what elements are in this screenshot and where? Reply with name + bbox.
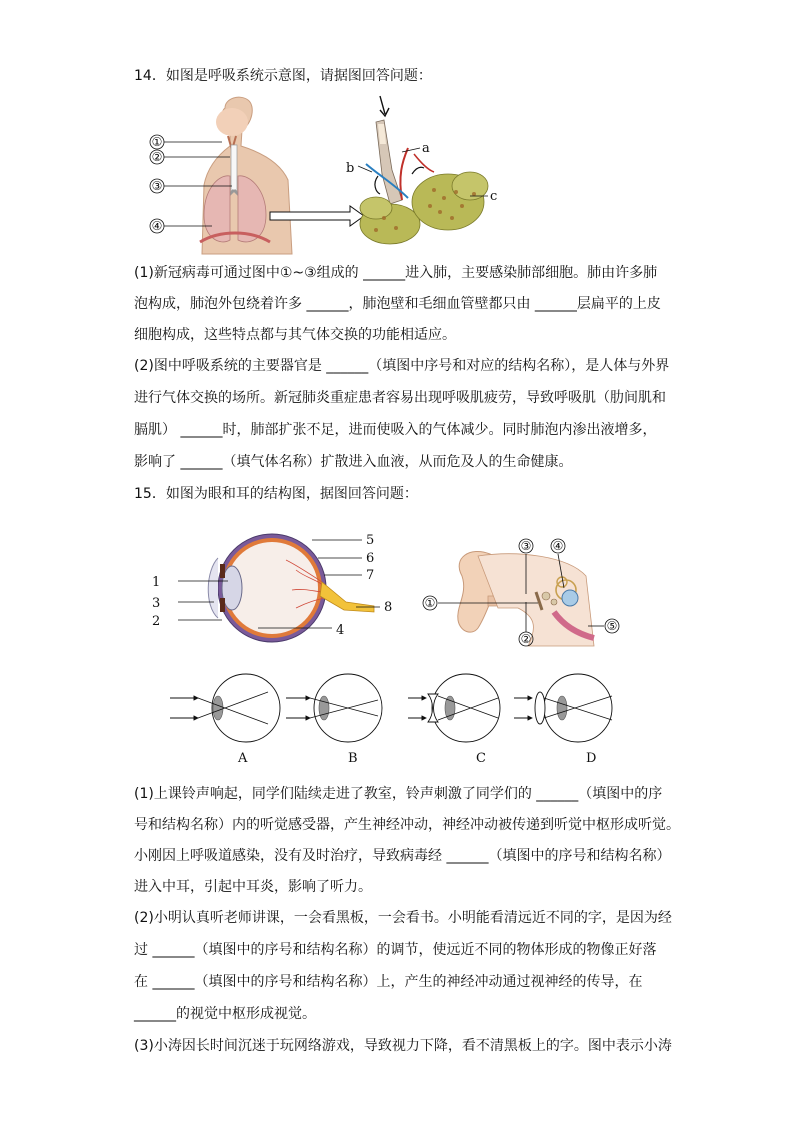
q15-line-5: (2)小明认真听老师讲课，一会看黑板，一会看书。小明能看清远近不同的字，是因为经: [134, 910, 672, 926]
q14-label-2: ②: [151, 150, 163, 164]
ear-label-1: ①: [424, 596, 436, 610]
q15-title: 15．如图为眼和耳的结构图，据图回答问题：: [134, 486, 418, 502]
q14-label-1: ①: [151, 135, 163, 149]
q15-line-2: 号和结构名称）内的听觉感受器，产生神经冲动，神经冲动被传递到听觉中枢形成听觉。: [134, 817, 680, 833]
q15-line-9: (3)小涛因长时间沉迷于玩网络游戏，导致视力下降，看不清黑板上的字。图中表示小涛: [134, 1038, 672, 1054]
ear-structure-figure: [418, 536, 628, 648]
q15-line-8: ______的视觉中枢形成视觉。: [134, 1006, 316, 1022]
eye-label-3: 3: [152, 596, 161, 611]
q15-line-7: 在 ______（填图中的序号和结构名称）上，产生的神经冲动通过视神经的传导，在: [134, 974, 643, 990]
q14-label-4: ④: [151, 219, 163, 233]
q14-line-1: (1)新冠病毒可通过图中①~③组成的 ______进入肺，主要感染肺部细胞。肺由许多肺: [134, 265, 658, 281]
eye-label-1: 1: [152, 575, 161, 590]
eye-label-6: 6: [366, 551, 375, 566]
ear-label-2: ②: [520, 632, 532, 646]
eye-label-2: 2: [152, 614, 161, 629]
vision-correction-diagrams: [164, 668, 624, 772]
eye-label-4: 4: [336, 623, 345, 638]
q14-label-b: b: [346, 161, 355, 176]
ear-label-3: ③: [520, 539, 532, 553]
ear-label-4: ④: [552, 539, 564, 553]
q14-line-4: (2)图中呼吸系统的主要器官是 ______（填图中序号和对应的结构名称），是人体与外界: [134, 358, 670, 374]
q15-line-4: 进入中耳，引起中耳炎，影响了听力。: [134, 879, 372, 895]
q15-line-3: 小刚因上呼吸道感染，没有及时治疗，导致病毒经 ______（填图中的序号和结构名称）: [134, 848, 671, 864]
q14-label-c: c: [490, 189, 498, 204]
q14-line-6: 膈肌） ______时，肺部扩张不足，进而使吸入的气体减少。同时肺泡内渗出液增多，: [134, 422, 657, 438]
q14-line-3: 细胞构成，这些特点都与其气体交换的功能相适应。: [134, 327, 456, 343]
q14-title: 14．如图是呼吸系统示意图，请据图回答问题：: [134, 68, 432, 84]
respiratory-system-figure: [140, 90, 520, 255]
eye-label-8: 8: [384, 600, 393, 615]
eye-structure-figure: [146, 530, 396, 645]
eye-label-5: 5: [366, 533, 375, 548]
ear-label-5: ⑤: [606, 619, 618, 633]
q14-label-a: a: [422, 141, 430, 156]
diagram-label-d: D: [586, 751, 597, 766]
q14-line-2: 泡构成，肺泡外包绕着许多 ______，肺泡壁和毛细血管壁都只由 ______层扁平的上皮: [134, 296, 661, 312]
q15-line-6: 过 ______（填图中的序号和结构名称）的调节，使远近不同的物体形成的物像正好落: [134, 942, 657, 958]
diagram-label-a: A: [238, 751, 248, 766]
q14-line-5: 进行气体交换的场所。新冠肺炎重症患者容易出现呼吸肌疲劳，导致呼吸肌（肋间肌和: [134, 390, 666, 406]
q14-label-3: ③: [151, 179, 163, 193]
diagram-label-b: B: [348, 751, 358, 766]
eye-label-7: 7: [366, 568, 375, 583]
q14-line-7: 影响了 ______（填气体名称）扩散进入血液，从而危及人的生命健康。: [134, 454, 573, 470]
q15-line-1: (1)上课铃声响起，同学们陆续走进了教室，铃声刺激了同学们的 ______（填图中的序: [134, 786, 663, 802]
diagram-label-c: C: [476, 751, 486, 766]
